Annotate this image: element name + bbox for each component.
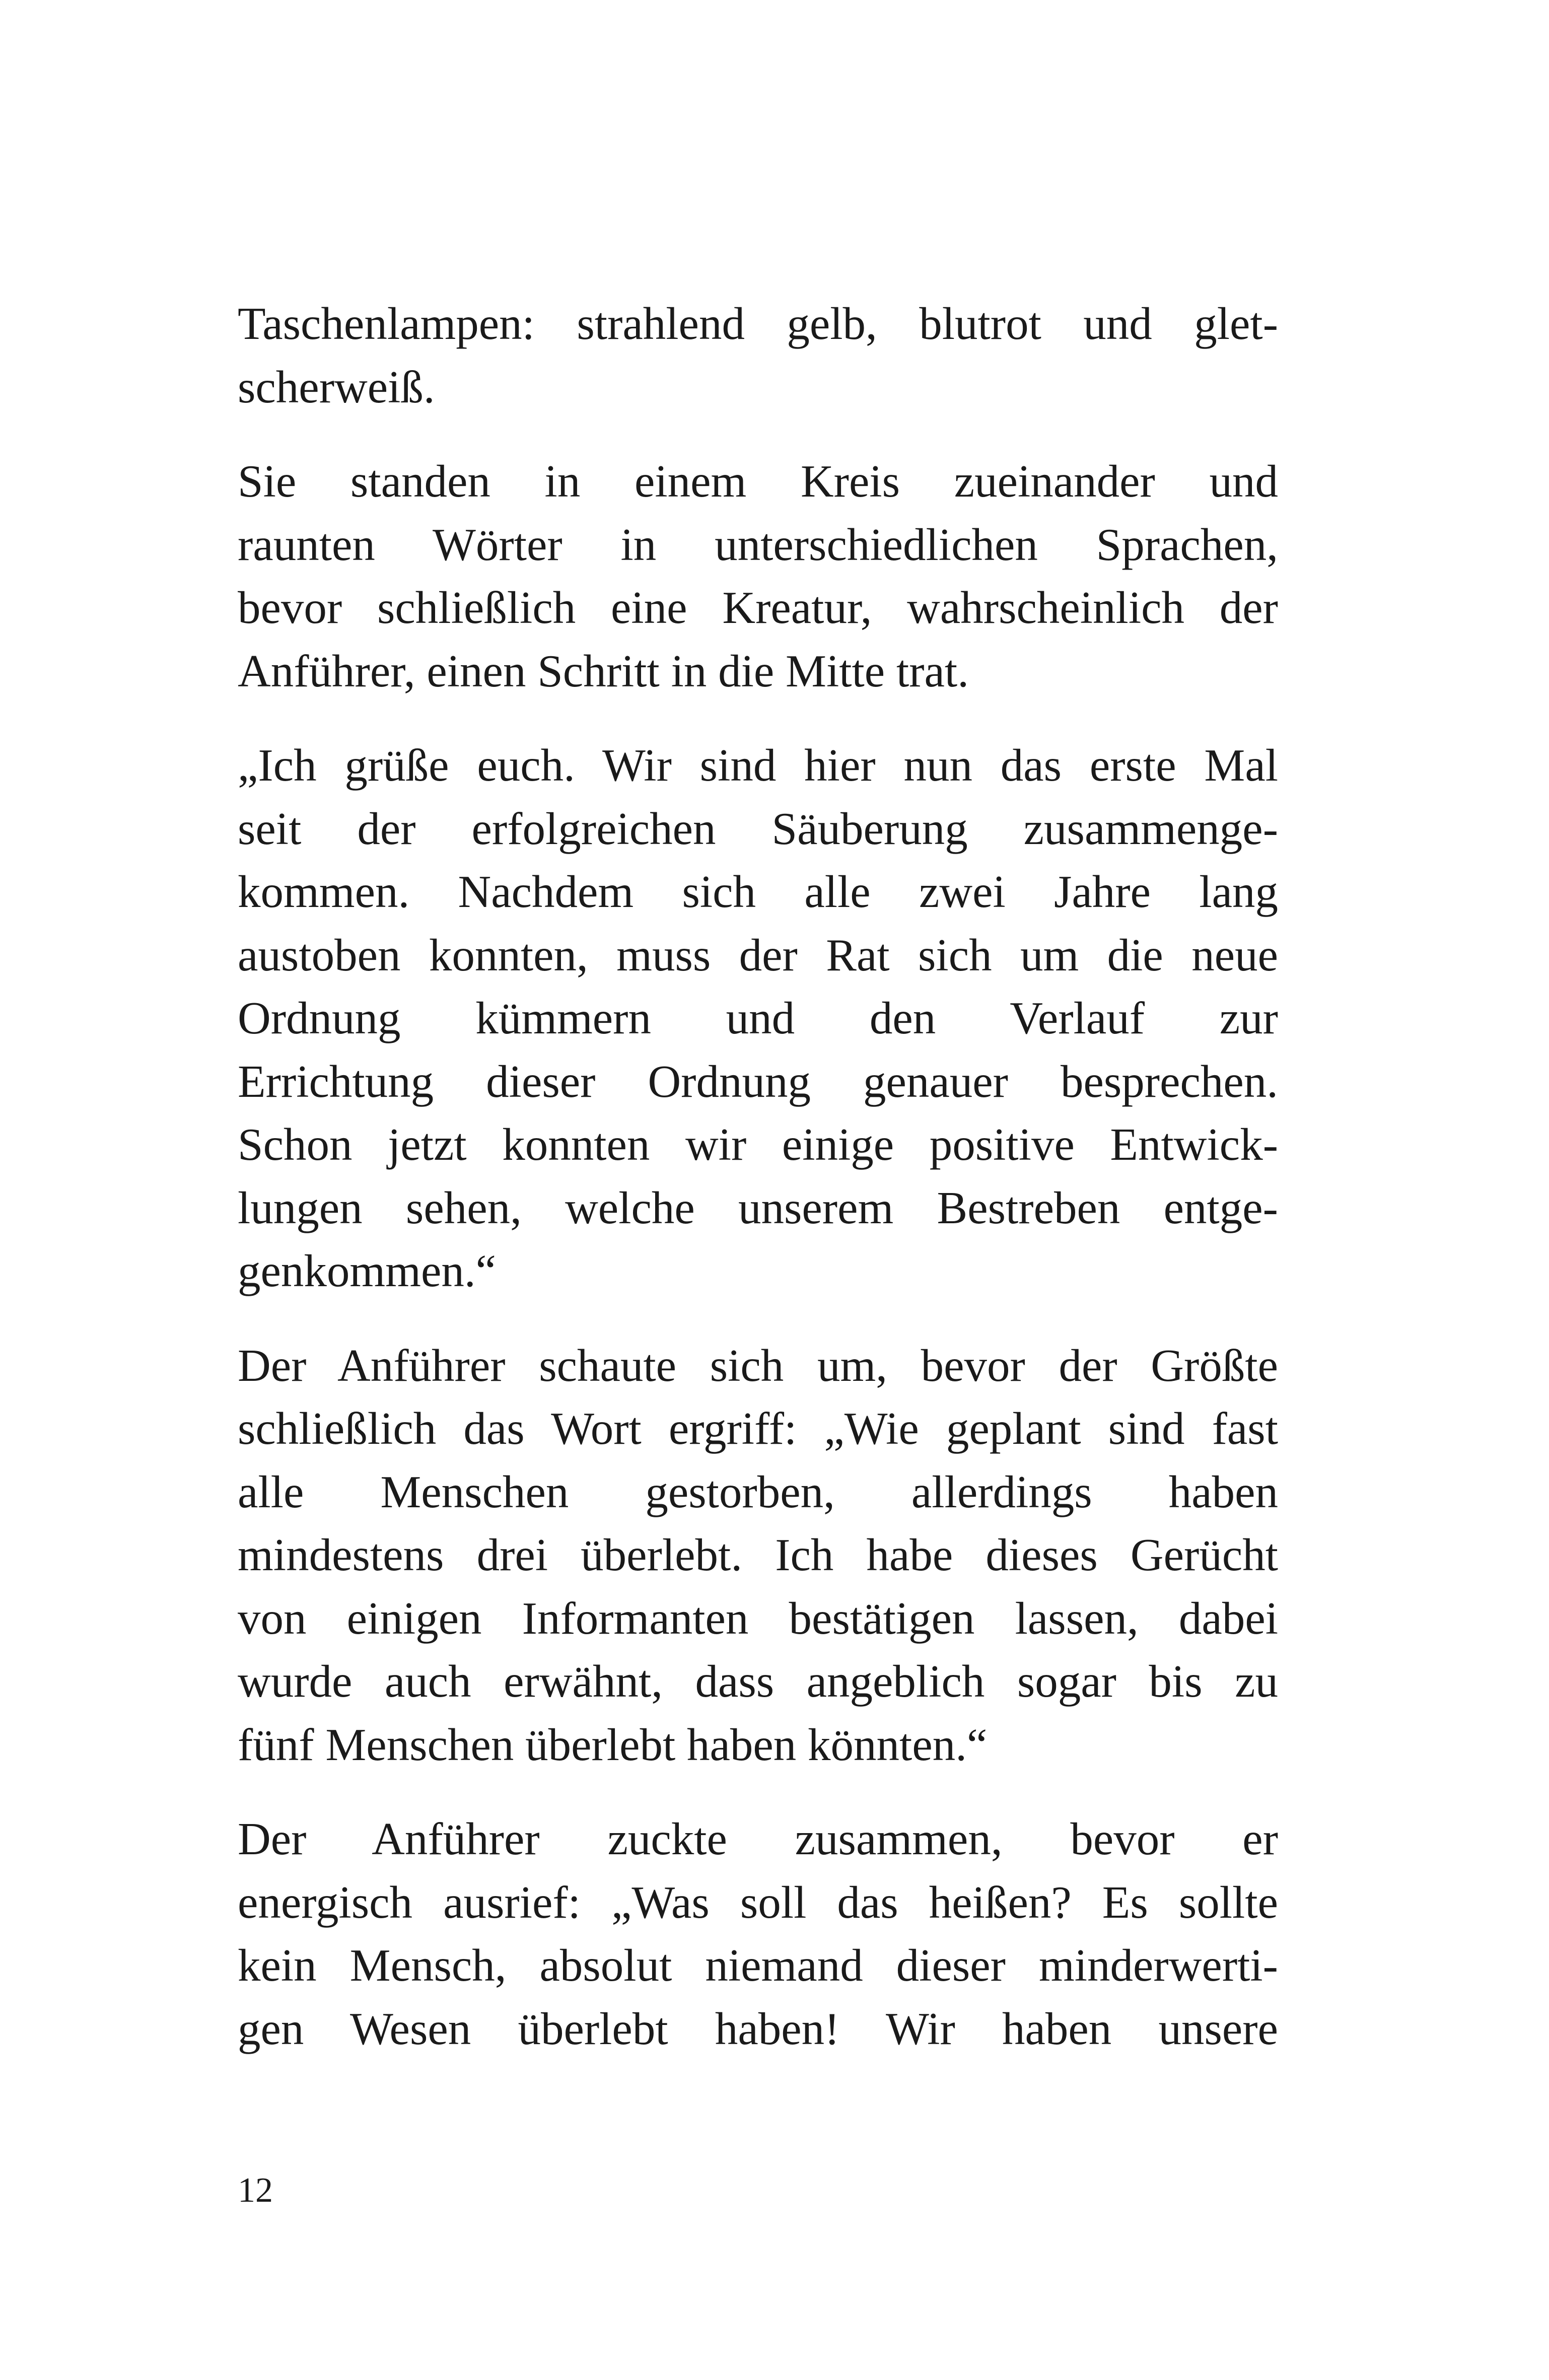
paragraph-1 <box>238 292 1278 418</box>
text-line: mindestens drei überlebt. Ich habe dieses Gerücht <box>238 1529 1278 1580</box>
text-line: Errichtung dieser Ordnung genauer besprechen. <box>238 1056 1278 1107</box>
text-line: bevor schließlich eine Kreatur, wahrscheinlich der <box>238 582 1278 633</box>
text-line: austoben konnten, muss der Rat sich um die neue <box>238 929 1278 981</box>
text-line: fünf Menschen überlebt haben könnten.“ <box>238 1719 988 1770</box>
text-line: kommen. Nachdem sich alle zwei Jahre lang <box>238 866 1278 917</box>
text-line: lungen sehen, welche unserem Bestreben entge- <box>238 1182 1278 1233</box>
paragraph-3 <box>238 734 1278 1303</box>
text-line: Anführer, einen Schritt in die Mitte trat. <box>238 645 969 696</box>
text-line: von einigen Informanten bestätigen lassen, dabei <box>238 1592 1278 1644</box>
text-line: Schon jetzt konnten wir einige positive Entwick- <box>238 1119 1278 1170</box>
text-line: Ordnung kümmern und den Verlauf zur <box>238 993 1278 1043</box>
text-line: raunten Wörter in unterschiedlichen Sprachen, <box>238 519 1278 570</box>
text-line: „Ich grüße euch. Wir sind hier nun das erste Mal <box>238 740 1278 791</box>
text-line: seit der erfolgreichen Säuberung zusammenge- <box>238 803 1278 854</box>
paragraph-4 <box>238 1334 1278 1777</box>
paragraph-5 <box>238 1807 1278 2060</box>
text-line: gen Wesen überlebt haben! Wir haben unsere <box>238 2003 1278 2054</box>
text-line: wurde auch erwähnt, dass angeblich sogar bis zu <box>238 1656 1278 1707</box>
text-line: schließlich das Wort ergriff: „Wie geplant sind fast <box>238 1403 1278 1454</box>
text-line: scherweiß. <box>238 361 435 412</box>
text-line: alle Menschen gestorben, allerdings haben <box>238 1466 1278 1517</box>
body-text <box>238 292 1278 2060</box>
text-line: kein Mensch, absolut niemand dieser minderwerti- <box>238 1940 1278 1991</box>
text-line: Der Anführer schaute sich um, bevor der Größte <box>238 1340 1278 1391</box>
text-line: Sie standen in einem Kreis zueinander und <box>238 456 1278 507</box>
text-line: Der Anführer zuckte zusammen, bevor er <box>238 1813 1278 1864</box>
paragraph-2 <box>238 450 1278 703</box>
text-line: genkommen.“ <box>238 1245 496 1296</box>
page-number: 12 <box>238 2171 273 2210</box>
text-line: Taschenlampen: strahlend gelb, blutrot und glet- <box>238 298 1278 349</box>
text-line: energisch ausrief: „Was soll das heißen? Es sollte <box>238 1876 1278 1928</box>
